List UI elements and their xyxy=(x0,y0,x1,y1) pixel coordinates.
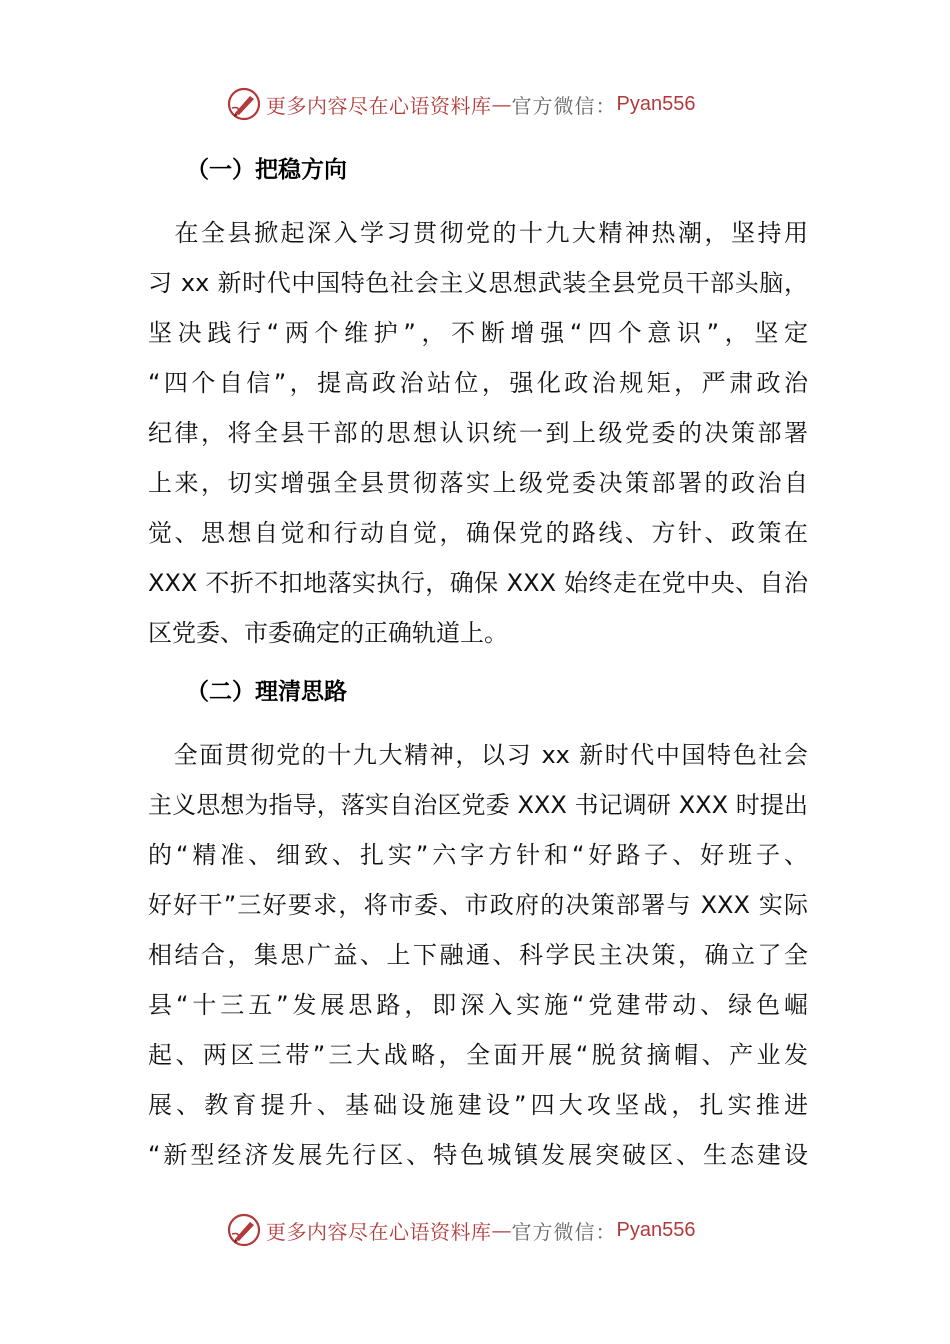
section-heading-2: （二）理清思路 xyxy=(186,679,347,705)
paragraph-line: 习 xx 新时代中国特色社会主义思想武装全县党员干部头脑， xyxy=(148,269,808,297)
paragraph-line: “四个自信”，提高政治站位，强化政治规矩，严肃政治 xyxy=(148,369,808,397)
pen-writing-icon xyxy=(226,86,262,122)
paragraph-line: 纪律，将全县干部的思想认识统一到上级党委的决策部署 xyxy=(148,419,808,447)
paragraph-line: 的“精准、细致、扎实”六字方针和“好路子、好班子、 xyxy=(148,841,808,869)
wechat-id: Pyan556 xyxy=(616,1218,696,1241)
paragraph-line: 相结合，集思广益、上下融通、科学民主决策，确立了全 xyxy=(148,941,808,969)
paragraph-line: 全面贯彻党的十九大精神，以习 xx 新时代中国特色社会 xyxy=(148,741,808,769)
banner-dash: — xyxy=(491,1218,512,1242)
paragraph-line: 好好干”三好要求，将市委、市政府的决策部署与 XXX 实际 xyxy=(148,891,808,919)
section-paragraph-2 xyxy=(148,730,808,1180)
paragraph-line: 主义思想为指导，落实自治区党委 XXX 书记调研 XXX 时提出 xyxy=(148,791,808,819)
paragraph-line: 坚决践行“两个维护”，不断增强“四个意识”，坚定 xyxy=(148,319,808,347)
paragraph-line: 展、教育提升、基础设施建设”四大攻坚战，扎实推进 xyxy=(148,1091,808,1119)
paragraph-line: “新型经济发展先行区、特色城镇发展突破区、生态建设 xyxy=(148,1141,808,1169)
banner-label: 官方微信： xyxy=(511,93,617,118)
wechat-id: Pyan556 xyxy=(616,92,696,115)
banner-text: 更多内容尽在心语资料库 xyxy=(266,93,492,118)
paragraph-line: 区党委、市委确定的正确轨道上。 xyxy=(148,619,508,647)
banner-label: 官方微信： xyxy=(511,1219,617,1244)
paragraph-line: 起、两区三带”三大战略，全面开展“脱贫摘帽、产业发 xyxy=(148,1041,808,1069)
section-heading-1: （一）把稳方向 xyxy=(186,157,347,183)
paragraph-line: XXX 不折不扣地落实执行，确保 XXX 始终走在党中央、自治 xyxy=(148,569,808,597)
paragraph-line: 上来，切实增强全县贯彻落实上级党委决策部署的政治自 xyxy=(148,469,808,497)
banner-dash: — xyxy=(491,92,512,116)
footer-banner xyxy=(226,1210,695,1250)
paragraph-line: 在全县掀起深入学习贯彻党的十九大精神热潮，坚持用 xyxy=(148,219,808,247)
header-banner xyxy=(226,84,695,124)
banner-text: 更多内容尽在心语资料库 xyxy=(266,1219,492,1244)
section-paragraph-1 xyxy=(148,208,808,658)
pen-writing-icon xyxy=(226,1212,262,1248)
paragraph-line: 县“十三五”发展思路，即深入实施“党建带动、绿色崛 xyxy=(148,991,808,1019)
paragraph-line: 觉、思想自觉和行动自觉，确保党的路线、方针、政策在 xyxy=(148,519,808,547)
